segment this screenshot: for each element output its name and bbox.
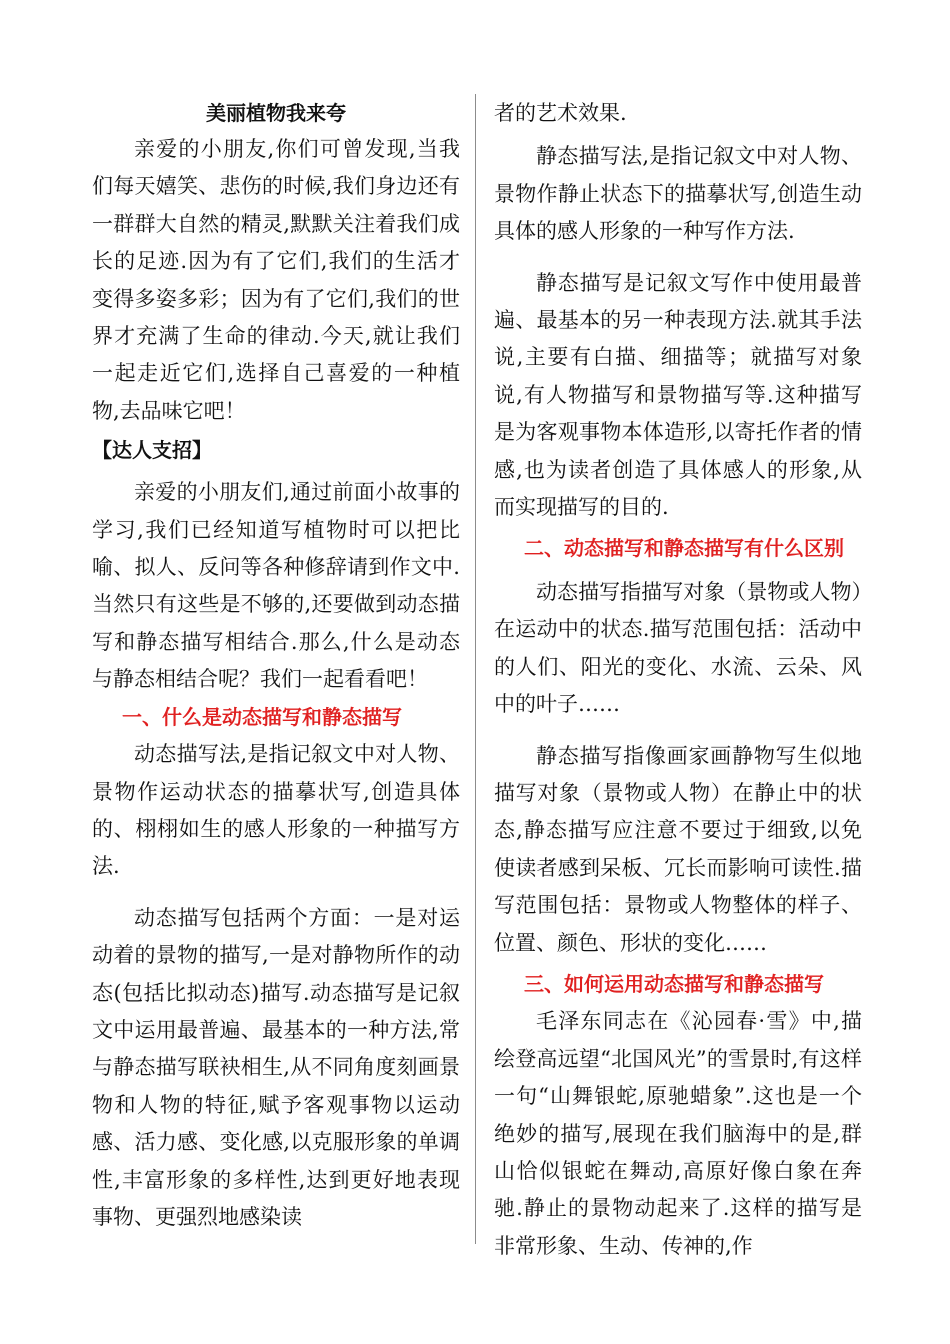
section1-heading: 一、什么是动态描写和静态描写 (122, 704, 402, 729)
intro-paragraph: 亲爱的小朋友,你们可曾发现,当我们每天嬉笑、悲伤的时候,我们身边还有一群群大自然的精灵,默默关注着我们成长的足迹.因为有了它们,我们的生活才变得多姿多彩；因为有了它们,我们的世界才充满了生命的律动.今天,就让我们一起走近它们,选择自己喜爱的一种植物,去品味它吧！ (92, 137, 460, 423)
section2-paragraph-1: 动态描写指描写对象（景物或人物）在运动中的状态.描写范围包括：活动中的人们、阳光的变化、水流、云朵、风中的叶子…… (494, 579, 862, 717)
document-title: 美丽植物我来夸 (206, 101, 346, 125)
right-column (494, 95, 862, 1265)
section3-heading: 三、如何运用动态描写和静态描写 (524, 971, 824, 996)
tips-heading: 【达人支招】 (92, 438, 212, 463)
section2-heading: 二、动态描写和静态描写有什么区别 (524, 536, 844, 561)
tips-paragraph: 亲爱的小朋友们,通过前面小故事的学习,我们已经知道写植物时可以把比喻、拟人、反问等各种修辞请到作文中.当然只有这些是不够的,还要做到动态描写和静态描写相结合.那么,什么是动态与静态相结合呢？我们一起看看吧！ (92, 480, 460, 692)
section1-paragraph-2: 动态描写包括两个方面：一是对运动着的景物的描写,一是对静物所作的动态(包括比拟动态)描写.动态描写是记叙文中运用最普遍、最基本的一种方法,常与静态描写联袂相生,从不同角度刻画景物和人物的特征,赋予客观事物以运动感、活力感、变化感,以克服形象的单调性,丰富形象的多样性,达到更好地表现事物、更强烈地感染读 (92, 905, 460, 1229)
static-paragraph-2: 静态描写是记叙文写作中使用最普遍、最基本的另一种表现方法.就其手法说,主要有白描、细描等；就描写对象说,有人物描写和景物描写等.这种描写是为客观事物本体造形,以寄托作者的情感,也为读者创造了具体感人的形象,从而实现描写的目的. (494, 270, 862, 520)
left-column (92, 95, 460, 1236)
static-paragraph-1: 静态描写法,是指记叙文中对人物、景物作静止状态下的描摹状写,创造生动具体的感人形象的一种写作方法. (494, 144, 862, 244)
section1-paragraph-1: 动态描写法,是指记叙文中对人物、景物作运动状态的描摹状写,创造具体的、栩栩如生的感人形象的一种描写方法. (92, 742, 460, 879)
column-divider (475, 94, 476, 1244)
section3-paragraph-1: 毛泽东同志在《沁园春·雪》中,描绘登高远望“北国风光”的雪景时,有这样一句“山舞银蛇,原驰蜡象”.这也是一个绝妙的描写,展现在我们脑海中的是,群山恰似银蛇在舞动,高原好像白象在奔驰.静止的景物动起来了.这样的描写是非常形象、生动、传神的,作 (494, 1009, 862, 1258)
continued-text: 者的艺术效果. (494, 101, 627, 125)
section2-paragraph-2: 静态描写指像画家画静物写生似地描写对象（景物或人物）在静止中的状态,静态描写应注意不要过于细致,以免使读者感到呆板、冗长而影响可读性.描写范围包括：景物或人物整体的样子、位置、颜色、形状的变化…… (494, 743, 862, 955)
